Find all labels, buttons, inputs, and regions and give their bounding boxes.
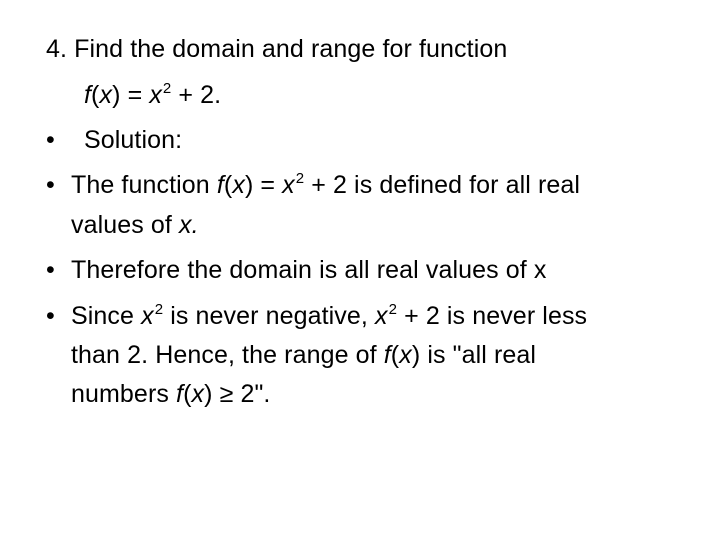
solution-label: Solution: <box>84 126 183 154</box>
bullet-marker: • <box>46 302 55 330</box>
function-exponent: 2 <box>162 80 172 97</box>
bullet-marker: • <box>46 126 55 154</box>
function-variable: x <box>99 81 113 109</box>
function-base: x <box>149 81 162 109</box>
bullet-4-line-2: than 2. Hence, the range of f(x) is "all real <box>71 341 537 369</box>
bullet-marker: • <box>46 256 55 284</box>
bullet-marker: • <box>46 171 55 199</box>
question-text: Find the domain and range for function <box>74 35 508 63</box>
question-heading <box>46 37 507 62</box>
function-name: f <box>84 81 92 109</box>
bullet-3-text: Therefore the domain is all real values of x <box>71 256 547 284</box>
bullet-4-line-3: numbers f(x) ≥ 2". <box>71 380 271 408</box>
bullet-2-line-1: The function $f(x) = x^2 + 2$ is defined for all real <box>71 170 581 199</box>
function-definition: $f(x) = x^2 + 2$. <box>84 80 222 109</box>
bullet-2-line-2: values of x. <box>71 211 199 239</box>
question-number: 4. <box>46 35 68 63</box>
bullet-4-line-1: Since $x^2$ is never negative, $x^2 + 2$ is never less <box>71 301 588 330</box>
function-rest: + 2. <box>171 81 222 109</box>
